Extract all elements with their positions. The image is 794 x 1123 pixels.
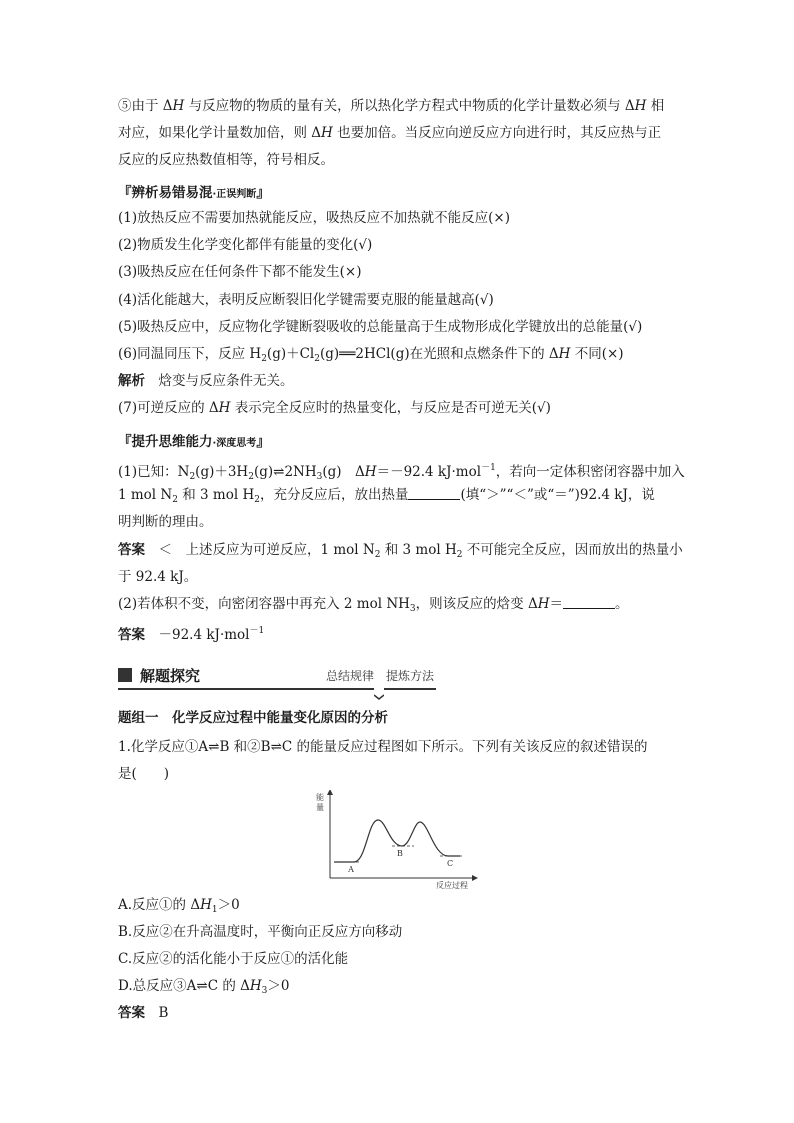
- xlabel: 反应过程: [436, 881, 468, 890]
- option-c[interactable]: C.反应②的活化能小于反应①的活化能: [118, 951, 349, 967]
- option-a[interactable]: A.反应①的 $\Delta H_1>0$: [118, 897, 240, 915]
- section-header: [118, 662, 436, 690]
- answer-blank[interactable]: [408, 486, 460, 500]
- section-rule-notch: [374, 685, 384, 693]
- section-subtitle: 总结规律 提炼方法: [326, 669, 435, 683]
- think-a1-line2: 于 92.4 kJ。: [118, 569, 198, 585]
- point-b-label: B: [397, 849, 403, 858]
- section-square-icon: [118, 668, 132, 682]
- group-heading: 题组一 化学反应过程中能量变化原因的分析: [118, 710, 388, 726]
- ylabel-2: 量: [316, 803, 324, 812]
- heading-deep-thinking: 『提升思维能力·深度思考』: [118, 434, 270, 450]
- answer: 答案 B: [118, 1005, 169, 1021]
- judge-item-5: (5)吸热反应中，反应物化学键断裂吸收的总能量高于生成物形成化学键放出的总能量(√): [118, 319, 643, 335]
- think-a2: 答案 －92.4 kJ·mol$^{-1}$: [118, 626, 265, 643]
- judge-item-4: (4)活化能越大，表明反应断裂旧化学键需要克服的能量越高(√): [118, 292, 494, 308]
- energy-diagram: [310, 790, 480, 890]
- point-a-label: A: [348, 865, 354, 874]
- ylabel-1: 能: [316, 793, 324, 802]
- option-d[interactable]: D.总反应③A⇌C 的 $\Delta H_3>0$: [118, 978, 290, 996]
- para5-line2: 对应，如果化学计量数加倍，则 ΔH 也要加倍。当反应向逆反应方向进行时，其反应热与正: [118, 125, 662, 141]
- think-q1-line2: 1 mol $N_2$ 和 3 mol $H_2$，充分反应后，放出热量 (填“＞”“＜”或“＝”)92.4 kJ，说: [118, 487, 655, 505]
- judge-item-1: (1)放热反应不需要加热就能反应，吸热反应不加热就不能反应(×): [118, 210, 510, 226]
- judge-explanation: 解析 焓变与反应条件无关。: [118, 373, 294, 389]
- option-b[interactable]: B.反应②在升高温度时，平衡向正反应方向移动: [118, 924, 403, 940]
- question-line1: 1.化学反应①A⇌B 和②B⇌C 的能量反应过程图如下所示。下列有关该反应的叙述错误的: [118, 739, 648, 755]
- think-a1-line1: 答案 ＜ 上述反应为可逆反应，1 mol $N_2$ 和 3 mol $H_2$ 不可能完全反应，因而放出的热量小: [118, 542, 683, 560]
- judge-item-3: (3)吸热反应在任何条件下都不能发生(×): [118, 264, 362, 280]
- judge-item-6: (6)同温同压下，反应 $H_2(g)+Cl_2(g)══2HCl(g)$在光照和点燃条件下的 ΔH 不同(×): [118, 346, 624, 364]
- answer-blank[interactable]: [563, 595, 615, 609]
- section-title: 解题探究: [140, 667, 201, 685]
- think-q2: (2)若体积不变，向密闭容器中再充入 2 mol $NH_3$，则该反应的焓变 ΔH＝ 。: [118, 596, 629, 614]
- think-q1-line1: (1)已知：$N_2(g)+3H_2(g)\rightleftharpoons 2NH_3(g)$ ΔH＝－92.4 kJ·mol$^{-1}$，若向一定体积密闭容器中加入: [118, 463, 685, 482]
- para5-line3: 反应的反应热数值相等，符号相反。: [118, 152, 334, 168]
- judge-item-2: (2)物质发生化学变化都伴有能量的变化(√): [118, 237, 373, 253]
- point-c-label: C: [446, 859, 454, 868]
- judge-item-7: (7)可逆反应的 ΔH 表示完全反应时的热量变化，与反应是否可逆无关(√): [118, 400, 551, 416]
- heading-identify-errors: 『辨析易错易混·正误判断』: [118, 185, 270, 201]
- question-line2: 是( ): [118, 766, 170, 782]
- section-rule: [118, 688, 436, 690]
- para5-line1: ⑤由于 ΔH 与反应物的物质的量有关，所以热化学方程式中物质的化学计量数必须与 ΔH 相: [118, 98, 665, 114]
- think-q1-line3: 明判断的理由。: [118, 514, 213, 530]
